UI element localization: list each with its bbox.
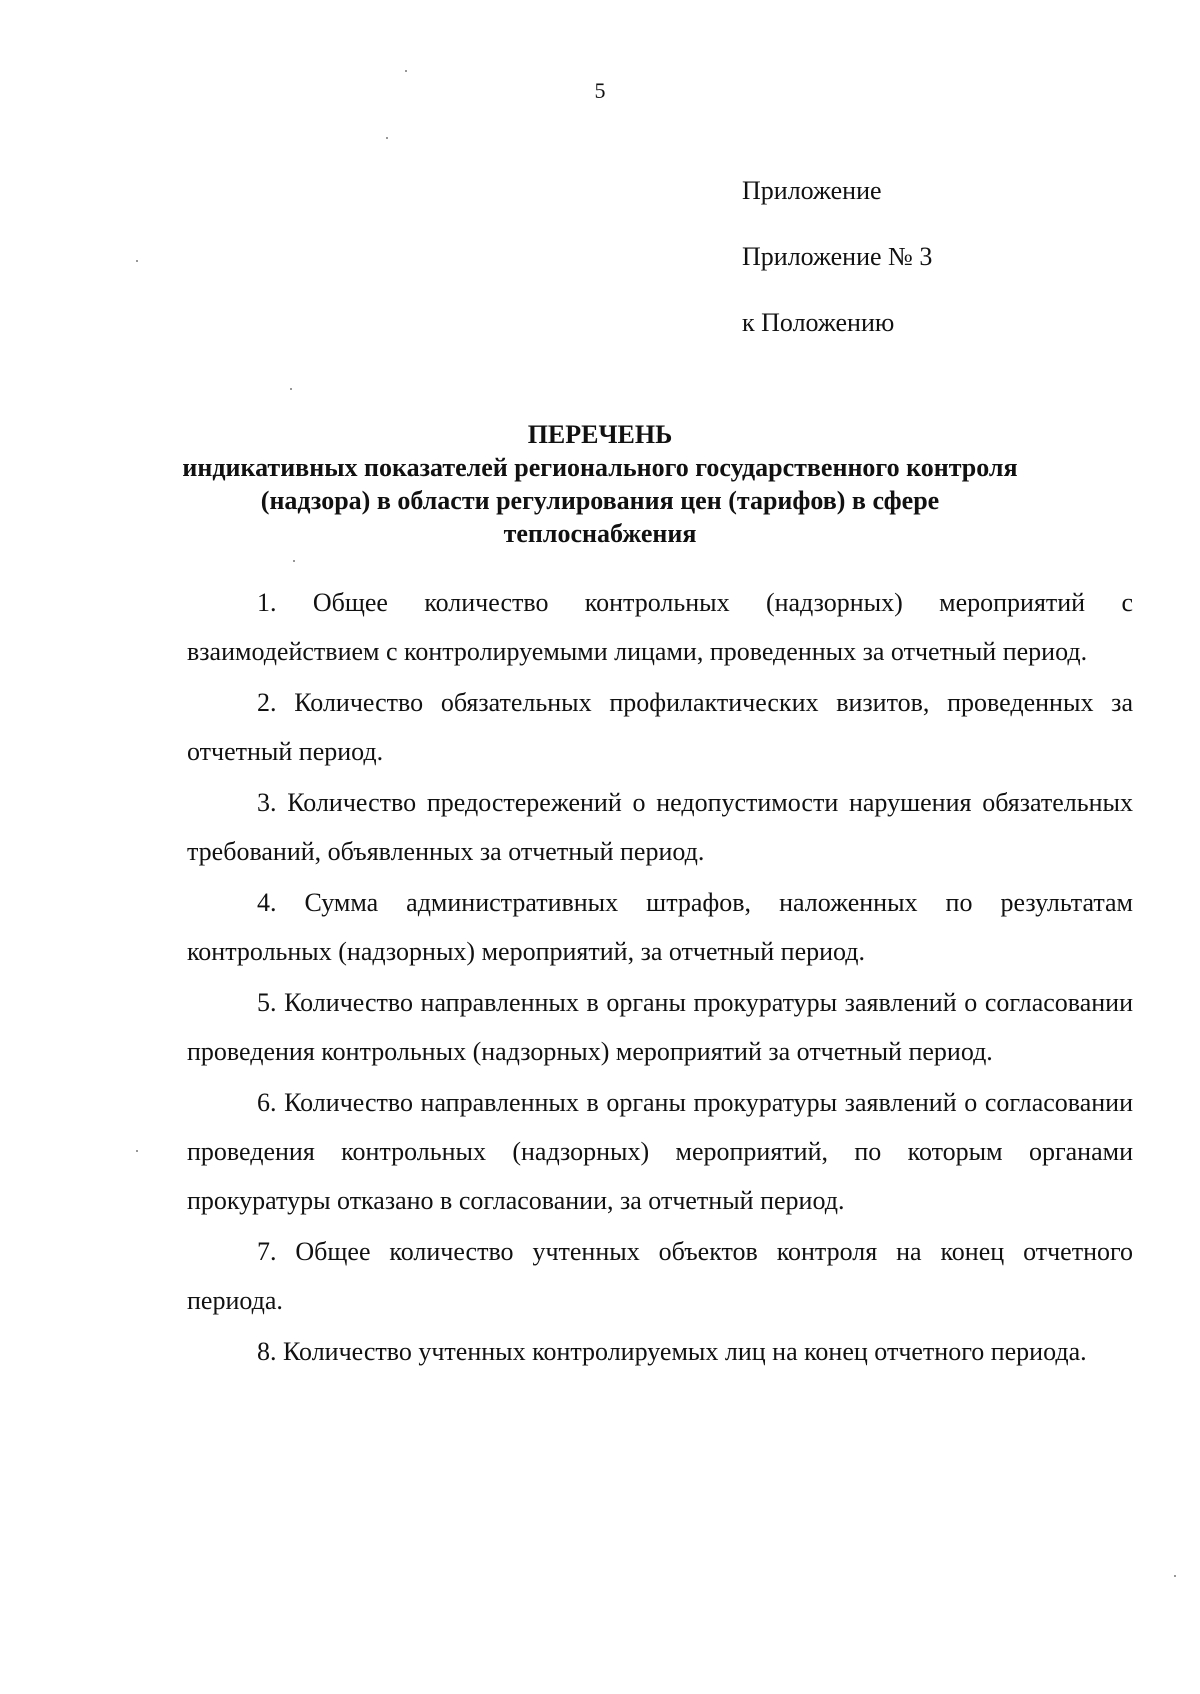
indicator-list (187, 578, 1133, 1378)
scan-speck (136, 1150, 138, 1152)
indicator-item-1: 1. Общее количество контрольных (надзорных) мероприятий с взаимодействием с контролируемыми лицами, проведенных за отчетный период. (187, 588, 1133, 666)
indicator-item-8: 8. Количество учтенных контролируемых лиц на конец отчетного периода. (257, 1337, 1087, 1366)
page-number: 5 (594, 78, 606, 103)
indicator-item-6: 6. Количество направленных в органы прокуратуры заявлений о согласовании проведения контрольных (надзорных) мероприятий, по которым органами прокуратуры отказано в согласовании, за отчетный период. (187, 1088, 1133, 1215)
appendix-line-3: к Положению (742, 308, 895, 337)
document-title (150, 418, 1050, 550)
indicator-item-4: 4. Сумма административных штрафов, наложенных по результатам контрольных (надзорных) мероприятий, за отчетный период. (187, 888, 1133, 966)
indicator-item-3: 3. Количество предостережений о недопустимости нарушения обязательных требований, объявленных за отчетный период. (187, 788, 1133, 866)
title-line-1: индикативных показателей регионального государственного контроля (182, 453, 1018, 482)
scan-speck (293, 560, 295, 562)
indicator-item-2: 2. Количество обязательных профилактических визитов, проведенных за отчетный период. (187, 688, 1133, 766)
indicator-item-7: 7. Общее количество учтенных объектов контроля на конец отчетного периода. (187, 1237, 1133, 1315)
appendix-line-1: Приложение (742, 176, 882, 205)
scan-speck (1174, 1575, 1176, 1577)
scan-speck (386, 137, 388, 139)
title-line-2: (надзора) в области регулирования цен (тарифов) в сфере (260, 486, 940, 515)
scan-speck (405, 70, 407, 72)
indicator-item-5: 5. Количество направленных в органы прокуратуры заявлений о согласовании проведения контрольных (надзорных) мероприятий за отчетный период. (187, 988, 1133, 1066)
title-heading: ПЕРЕЧЕНЬ (527, 420, 673, 449)
title-line-3: теплоснабжения (503, 519, 697, 548)
appendix-header (742, 158, 932, 356)
scan-speck (136, 260, 138, 262)
appendix-line-2: Приложение № 3 (742, 242, 933, 271)
scan-speck (290, 388, 292, 390)
